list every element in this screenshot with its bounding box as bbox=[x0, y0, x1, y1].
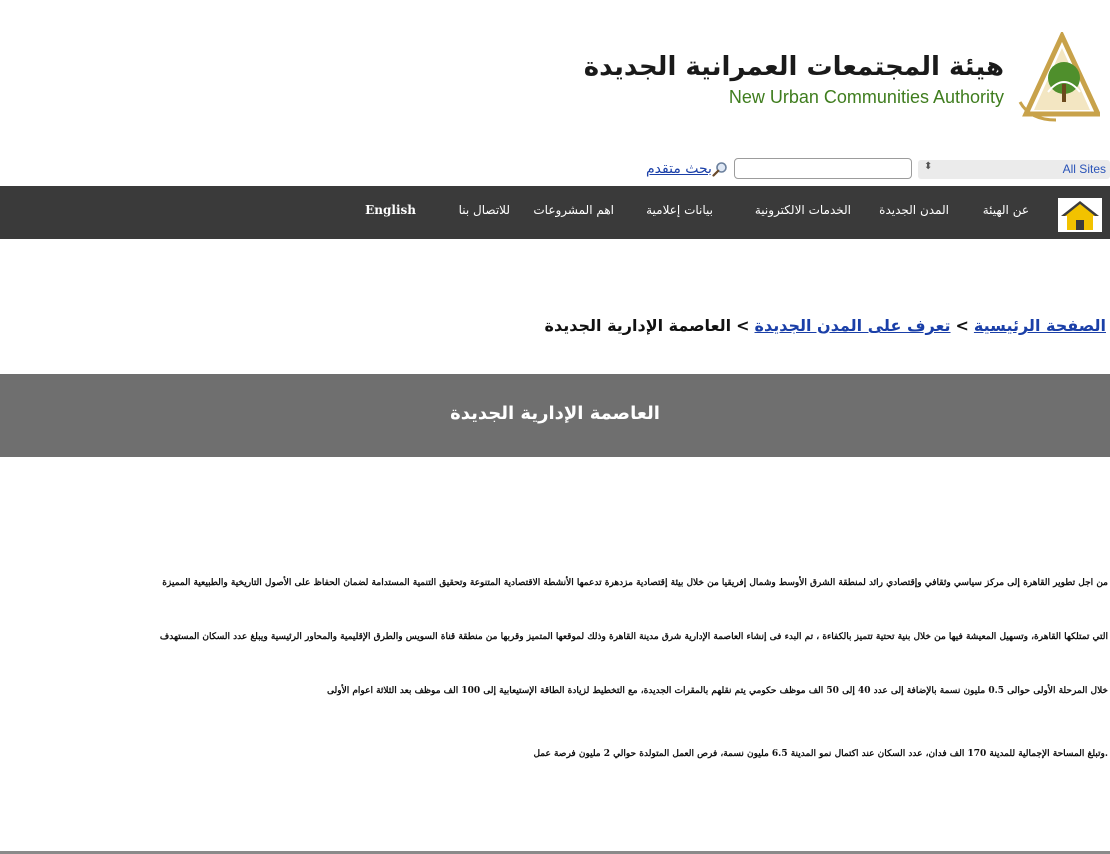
advanced-search-link[interactable]: بحث متقدم bbox=[646, 161, 712, 177]
site-logo[interactable] bbox=[583, 30, 1108, 125]
paragraph-line-2: التي تمتلكها القاهرة، وتسهيل المعيشة فيها من خلال بنية تحتية تتميز بالكفاءة ، تم البدء فى إنشاء العاصمة الإدارية شرق مدينة القاهرة وذلك لموقعها المتميز وقربها من منطقة قناة السويس والطرق الإقليمية والمحاور الرئيسية ويبلغ عدد السكان المستهدف bbox=[159, 632, 1108, 642]
breadcrumb-home-link[interactable]: الصفحة الرئيسية bbox=[973, 316, 1106, 335]
org-name-english: New Urban Communities Authority bbox=[728, 87, 1004, 107]
breadcrumb-separator: > bbox=[955, 316, 969, 335]
search-input[interactable] bbox=[734, 158, 912, 179]
paragraph-line-4: .وتبلغ المساحة الإجمالية للمدينة 170 الف فدان، عدد السكان عند اكتمال نمو المدينة 6.5 مليون نسمة، فرص العمل المتولدة حوالي 2 مليون فرصة عمل bbox=[533, 749, 1108, 759]
page-title: العاصمة الإدارية الجديدة bbox=[450, 403, 660, 424]
paragraph-line-3: خلال المرحلة الأولى حوالى 0.5 مليون نسمة بالإضافة إلى عدد 40 إلى 50 الف موظف حكومي يتم نقلهم بالمقرات الجديدة، مع التخطيط لزيادة الطاقة الإستيعابية إلى 100 الف موظف بعد الثلاثة اعوام الأولى bbox=[327, 686, 1108, 696]
breadcrumb bbox=[545, 316, 1106, 335]
nav-item-english[interactable]: English bbox=[365, 203, 416, 217]
breadcrumb-separator: > bbox=[736, 316, 750, 335]
nav-item-new-cities[interactable]: المدن الجديدة bbox=[879, 203, 949, 217]
search-scope-value: All Sites bbox=[1062, 162, 1106, 176]
nav-item-e-services[interactable]: الخدمات الالكترونية bbox=[754, 203, 851, 217]
paragraph-line-1: من اجل تطوير القاهرة إلى مركز سياسي وثقافي وإقتصادي رائد لمنطقة الشرق الأوسط وشمال إفريقيا من خلال بيئة إقتصادية مزدهرة تدعمها الأنشطة الاقتصادية المتنوعة وتحقيق التنمية المستدامة لضمان الحفاظ على الأصول التاريخية والطبيعية المميزة bbox=[162, 578, 1108, 588]
home-icon[interactable] bbox=[1058, 198, 1102, 232]
authority-emblem-icon bbox=[1012, 32, 1100, 122]
nav-item-projects[interactable]: اهم المشروعات bbox=[533, 203, 614, 217]
nav-item-contact[interactable]: للاتصال بنا bbox=[458, 203, 510, 217]
breadcrumb-new-cities-link[interactable]: تعرف على المدن الجديدة bbox=[754, 316, 951, 335]
page-title-band bbox=[0, 374, 1110, 457]
search-bar bbox=[640, 158, 1110, 182]
search-scope-select[interactable] bbox=[918, 160, 1110, 179]
nav-item-about[interactable]: عن الهيئة bbox=[982, 203, 1029, 217]
select-chevron-icon: ⬍ bbox=[924, 161, 933, 172]
main-navigation bbox=[0, 186, 1110, 239]
breadcrumb-current: العاصمة الإدارية الجديدة bbox=[544, 316, 732, 335]
search-icon[interactable] bbox=[712, 161, 728, 177]
org-name-arabic: هيئة المجتمعات العمرانية الجديدة bbox=[583, 52, 1004, 82]
nav-item-media[interactable]: بيانات إعلامية bbox=[646, 203, 713, 217]
